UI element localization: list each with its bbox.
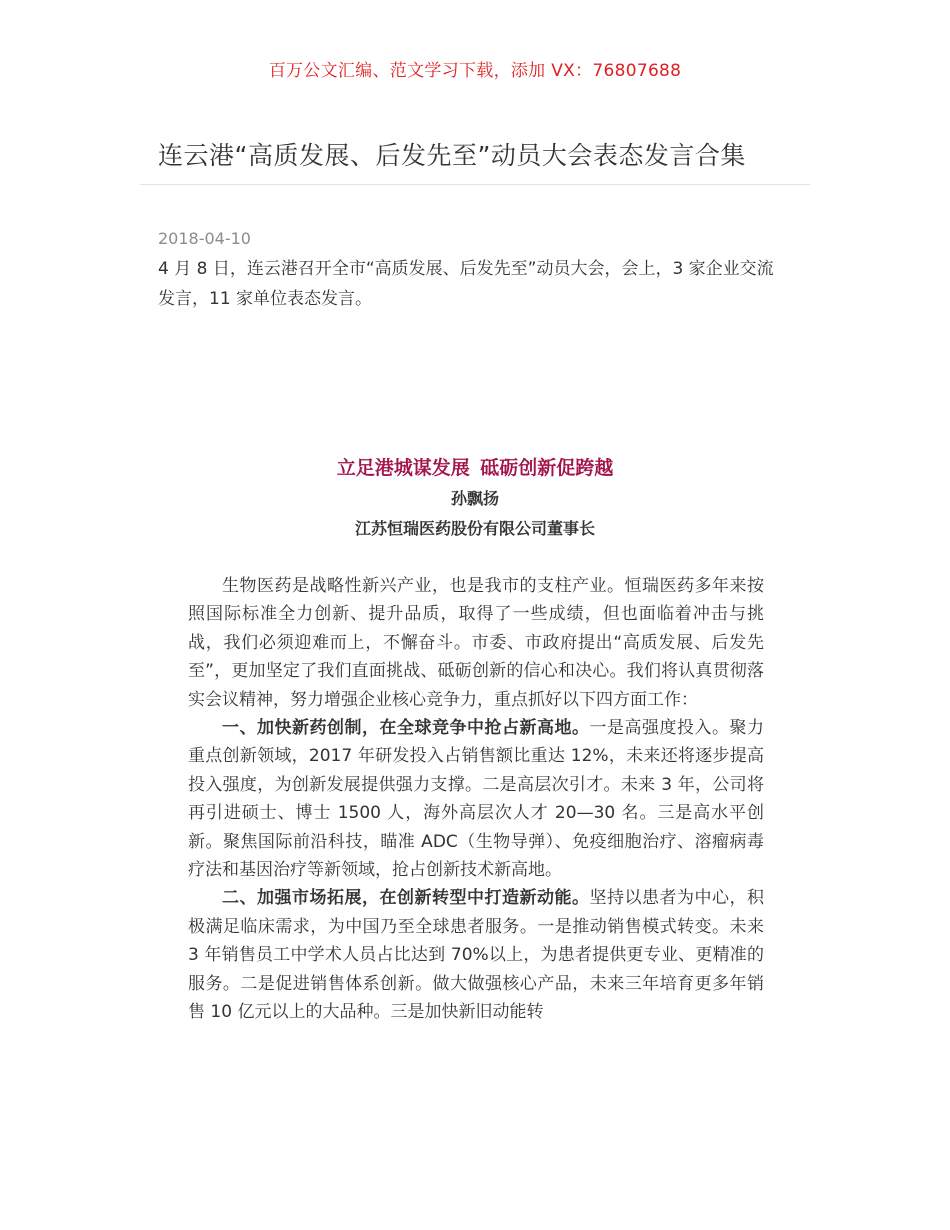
article-title: 连云港“高质发展、后发先至”动员大会表态发言合集	[158, 141, 746, 170]
speech-header	[0, 452, 950, 544]
article-intro: 4 月 8 日，连云港召开全市“高质发展、后发先至”动员大会，会上，3 家企业交流发言，11 家单位表态发言。	[158, 259, 774, 309]
speaker-organization: 江苏恒瑞医药股份有限公司董事长	[354, 519, 595, 538]
paragraph-section-1	[188, 714, 764, 884]
title-divider	[140, 184, 810, 185]
paragraph-section-2	[188, 884, 764, 1026]
speech-body	[188, 572, 764, 1027]
section-2-text: 坚持以患者为中心，积极满足临床需求，为中国乃至全球患者服务。一是推动销售模式转变。未来 3 年销售员工中学术人员占比达到 70%以上，为患者提供更专业、更精准的服务。二是促进销售体系创新。做大做强核心产品，未来三年培育更多年销售 10 亿元以上的大品种。三是加快新旧动能转	[188, 888, 764, 1023]
section-1-text: 一是高强度投入。聚力重点创新领域，2017 年研发投入占销售额比重达 12%，未来还将逐步提高投入强度，为创新发展提供强力支撑。二是高层次引才。未来 3 年，公司将再引进硕士、博士 1500 人，海外高层次人才 20—30 名。三是高水平创新。聚焦国际前沿科技，瞄准 ADC（生物导弹）、免疫细胞治疗、溶瘤病毒疗法和基因治疗等新领域，抢占创新技术新高地。	[188, 718, 764, 881]
speaker-name: 孙飘扬	[450, 489, 499, 508]
speech-headline: 立足港城谋发展 砥砺创新促跨越	[336, 457, 614, 479]
section-1-heading: 一、加快新药创制，在全球竞争中抢占新高地。	[222, 718, 590, 739]
section-2-heading: 二、加强市场拓展，在创新转型中打造新动能。	[222, 888, 590, 909]
publish-date: 2018-04-10	[158, 229, 251, 248]
promo-banner: 百万公文汇编、范文学习下载，添加 VX：76807688	[268, 61, 682, 81]
paragraph-intro: 生物医药是战略性新兴产业，也是我市的支柱产业。恒瑞医药多年来按照国际标准全力创新、提升品质，取得了一些成绩，但也面临着冲击与挑战，我们必须迎难而上，不懈奋斗。市委、市政府提出“高质发展、后发先至”，更加坚定了我们直面挑战、砥砺创新的信心和决心。我们将认真贯彻落实会议精神，努力增强企业核心竞争力，重点抓好以下四方面工作：	[188, 576, 764, 710]
